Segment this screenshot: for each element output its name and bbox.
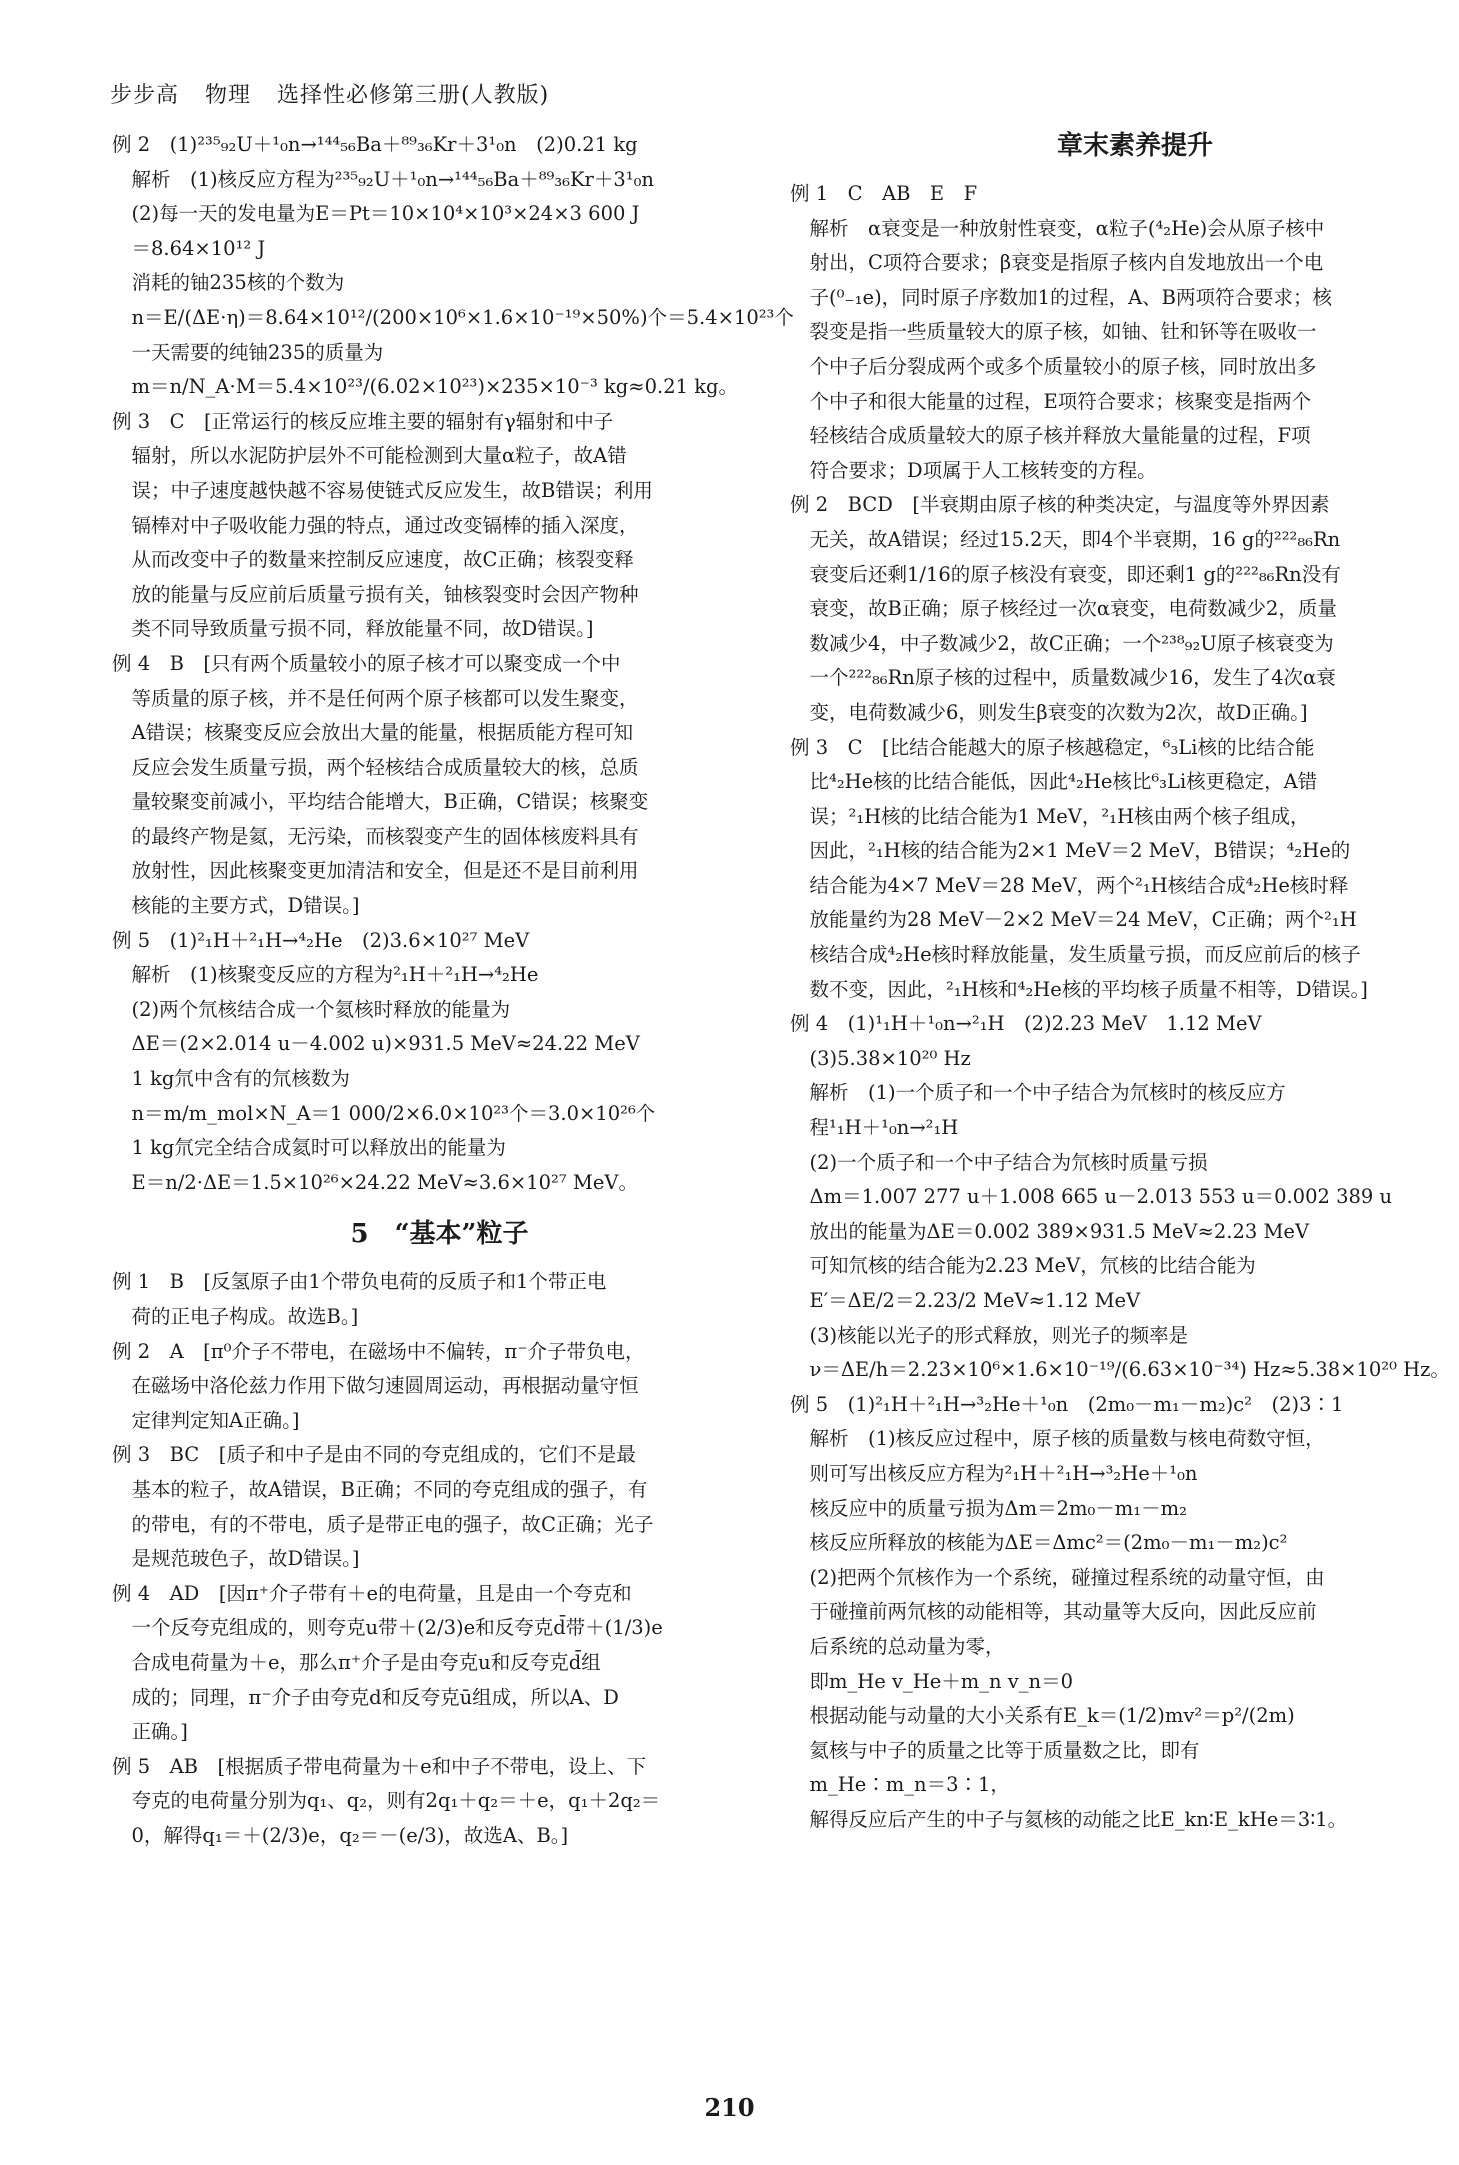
text-line: 基本的粒子，故A错误，B正确；不同的夸克组成的强子，有 — [112, 1477, 648, 1501]
text-line: 类不同导致质量亏损不同，释放能量不同，故D错误。] — [112, 617, 594, 641]
text-line: 1 kg氘中含有的氘核数为 — [112, 1067, 350, 1091]
text-line: n＝E/(ΔE·η)＝8.64×10¹²/(200×10⁶×1.6×10⁻¹⁹×50%)个＝5.4×10²³个 — [112, 305, 794, 329]
text-line: 结合能为4×7 MeV＝28 MeV，两个²₁H核结合成⁴₂He核时释 — [790, 873, 1349, 897]
text-line: 的最终产物是氦，无污染，而核裂变产生的固体核废料具有 — [112, 824, 639, 848]
right-column — [790, 128, 1459, 1838]
text-line: 放出的能量为ΔE＝0.002 389×931.5 MeV≈2.23 MeV — [790, 1219, 1310, 1243]
text-line: 解析 (1)核反应过程中，原子核的质量数与核电荷数守恒， — [790, 1427, 1325, 1451]
text-line: 比⁴₂He核的比结合能低，因此⁴₂He核比⁶₃Li核更稳定，A错 — [790, 770, 1318, 794]
text-line: Δm＝1.007 277 u＋1.008 665 u－2.013 553 u＝0.002 389 u — [790, 1185, 1393, 1209]
text-line: 成的；同理，π⁻介子由夸克d和反夸克ū组成，所以A、D — [112, 1685, 619, 1709]
text-line: 因此，²₁H核的结合能为2×1 MeV＝2 MeV，B错误；⁴₂He的 — [790, 839, 1351, 863]
text-line: 误；中子速度越快越不容易使链式反应发生，故B错误；利用 — [112, 478, 653, 502]
text-line: 数减少4，中子数减少2，故C正确；一个²³⁸₉₂U原子核衰变为 — [790, 631, 1334, 655]
text-line: 个中子后分裂成两个或多个质量较小的原子核，同时放出多 — [790, 354, 1317, 378]
header-volume: 选择性必修第三册(人教版) — [277, 83, 550, 108]
text-line: 无关，故A错误；经过15.2天，即4个半衰期，16 g的²²²₈₆Rn — [790, 527, 1341, 551]
text-line: E′＝ΔE/2＝2.23/2 MeV≈1.12 MeV — [790, 1289, 1141, 1312]
text-line: 量较聚变前减小，平均结合能增大，B正确，C错误；核聚变 — [112, 790, 649, 814]
text-line: 0，解得q₁＝＋(2/3)e，q₂＝－(e/3)，故选A、B。] — [112, 1823, 569, 1847]
text-line: 衰变后还剩1/16的原子核没有衰变，即还剩1 g的²²²₈₆Rn没有 — [790, 562, 1341, 586]
text-line: 即m_He v_He＋m_n v_n＝0 — [790, 1669, 1074, 1693]
text-line: ΔE＝(2×2.014 u－4.002 u)×931.5 MeV≈24.22 MeV — [112, 1032, 640, 1056]
text-line: 可知氘核的结合能为2.23 MeV，氘核的比结合能为 — [790, 1254, 1256, 1278]
text-line: ＝8.64×10¹² J — [112, 236, 266, 260]
text-line: 解析 α衰变是一种放射性衰变，α粒子(⁴₂He)会从原子核中 — [790, 216, 1325, 240]
text-line: 例 2 A [π⁰介子不带电，在磁场中不偏转，π⁻介子带负电， — [112, 1339, 645, 1363]
text-line: ν＝ΔE/h＝2.23×10⁶×1.6×10⁻¹⁹/(6.63×10⁻³⁴) Hz≈5.38×10²⁰ Hz。 — [790, 1358, 1450, 1382]
text-line: 核结合成⁴₂He核时释放能量，发生质量亏损，而反应前后的核子 — [790, 943, 1361, 967]
header-book: 步步高 — [110, 83, 180, 108]
text-line: (3)5.38×10²⁰ Hz — [790, 1046, 971, 1070]
text-line: 一个反夸克组成的，则夸克u带＋(2/3)e和反夸克d̄带＋(1/3)e — [112, 1616, 663, 1640]
text-line: 1 kg氘完全结合成氦时可以释放出的能量为 — [112, 1136, 506, 1160]
text-line: 一天需要的纯铀235的质量为 — [112, 340, 384, 364]
text-line: 辐射，所以水泥防护层外不可能检测到大量α粒子，故A错 — [112, 444, 627, 468]
text-line: 误；²₁H核的比结合能为1 MeV，²₁H核由两个核子组成， — [790, 804, 1310, 828]
text-line: 程¹₁H＋¹₀n→²₁H — [790, 1116, 959, 1140]
text-line: 核能的主要方式，D错误。] — [112, 894, 360, 918]
text-line: 放的能量与反应前后质量亏损有关，铀核裂变时会因产物种 — [112, 582, 639, 606]
text-line: (3)核能以光子的形式释放，则光子的频率是 — [790, 1323, 1189, 1347]
text-line: 从而改变中子的数量来控制反应速度，故C正确；核裂变释 — [112, 548, 634, 572]
text-line: 的带电，有的不带电，质子是带正电的强子，故C正确；光子 — [112, 1512, 654, 1536]
text-line: n＝m/m_mol×N_A＝1 000/2×6.0×10²³个＝3.0×10²⁶个 — [112, 1101, 656, 1125]
text-line: 例 4 B [只有两个质量较小的原子核才可以聚变成一个中 — [112, 651, 621, 675]
text-line: (2)一个质子和一个中子结合为氘核时质量亏损 — [790, 1150, 1208, 1174]
text-line: 裂变是指一些质量较大的原子核，如铀、钍和钚等在吸收一 — [790, 320, 1317, 344]
text-line: 合成电荷量为＋e，那么π⁺介子是由夸克u和反夸克d̄组 — [112, 1650, 601, 1674]
text-line: 例 2 (1)²³⁵₉₂U＋¹₀n→¹⁴⁴₅₆Ba＋⁸⁹₃₆Kr＋3¹₀n (2)0.21 kg — [112, 133, 638, 156]
text-line: 是规范玻色子，故D错误。] — [112, 1547, 360, 1571]
section-heading: 5 “基本”粒子 — [350, 1219, 529, 1250]
text-line: 氦核与中子的质量之比等于质量数之比，即有 — [790, 1738, 1200, 1762]
text-line: 后系统的总动量为零， — [790, 1634, 1005, 1658]
text-line: 衰变，故B正确；原子核经过一次α衰变，电荷数减少2，质量 — [790, 597, 1337, 621]
text-line: 放射性，因此核聚变更加清洁和安全，但是还不是目前利用 — [112, 859, 639, 883]
text-line: 核反应所释放的核能为ΔE＝Δmc²＝(2m₀－m₁－m₂)c² — [790, 1531, 1288, 1555]
text-line: 等质量的原子核，并不是任何两个原子核都可以发生聚变， — [112, 686, 639, 710]
text-line: 符合要求；D项属于人工核转变的方程。 — [790, 458, 1157, 482]
page-number: 210 — [704, 2093, 755, 2122]
text-line: 数不变，因此，²₁H核和⁴₂He核的平均核子质量不相等，D错误。] — [790, 977, 1368, 1001]
text-line: 例 5 (1)²₁H＋²₁H→⁴₂He (2)3.6×10²⁷ MeV — [112, 928, 530, 952]
text-line: 放能量约为28 MeV－2×2 MeV＝24 MeV，C正确；两个²₁H — [790, 908, 1357, 932]
text-line: 则可写出核反应方程为²₁H＋²₁H→³₂He＋¹₀n — [790, 1461, 1198, 1485]
text-line: 例 1 B [反氢原子由1个带负电荷的反质子和1个带正电 — [112, 1270, 607, 1294]
text-line: 解得反应后产生的中子与氦核的动能之比E_kn∶E_kHe＝3∶1。 — [790, 1807, 1348, 1831]
text-line: m＝n/N_A·M＝5.4×10²³/(6.02×10²³)×235×10⁻³ kg≈0.21 kg。 — [112, 375, 739, 399]
text-line: 镉棒对中子吸收能力强的特点，通过改变镉棒的插入深度， — [112, 513, 639, 537]
text-line: 射出，C项符合要求；β衰变是指原子核内自发地放出一个电 — [790, 251, 1324, 275]
text-line: 夸克的电荷量分别为q₁、q₂，则有2q₁＋q₂＝＋e，q₁＋2q₂＝ — [112, 1789, 661, 1813]
text-line: 变，电荷数减少6，则发生β衰变的次数为2次，故D正确。] — [790, 700, 1308, 724]
text-line: 例 3 C [比结合能越大的原子核越稳定，⁶₃Li核的比结合能 — [790, 735, 1315, 759]
text-line: 解析 (1)核反应方程为²³⁵₉₂U＋¹₀n→¹⁴⁴₅₆Ba＋⁸⁹₃₆Kr＋3¹₀n — [112, 167, 654, 191]
text-line: 例 3 BC [质子和中子是由不同的夸克组成的，它们不是最 — [112, 1443, 636, 1467]
text-line: 例 5 AB [根据质子带电荷量为＋e和中子不带电，设上、下 — [112, 1754, 647, 1778]
text-line: 根据动能与动量的大小关系有E_k＝(1/2)mv²＝p²/(2m) — [790, 1704, 1295, 1728]
text-line: 在磁场中洛伦兹力作用下做匀速圆周运动，再根据动量守恒 — [112, 1374, 639, 1398]
text-line: m_He∶m_n＝3∶1， — [790, 1773, 1010, 1797]
text-line: 正确。] — [112, 1720, 188, 1744]
text-line: 例 5 (1)²₁H＋²₁H→³₂He＋¹₀n (2m₀－m₁－m₂)c² (2)3∶1 — [790, 1392, 1344, 1416]
text-line: 解析 (1)核聚变反应的方程为²₁H＋²₁H→⁴₂He — [112, 963, 539, 987]
text-line: 例 4 (1)¹₁H＋¹₀n→²₁H (2)2.23 MeV 1.12 MeV — [790, 1012, 1262, 1036]
text-line: 例 3 C [正常运行的核反应堆主要的辐射有γ辐射和中子 — [112, 409, 614, 433]
text-line: (2)把两个氘核作为一个系统，碰撞过程系统的动量守恒，由 — [790, 1565, 1325, 1589]
text-line: 解析 (1)一个质子和一个中子结合为氘核时的核反应方 — [790, 1081, 1286, 1105]
running-header — [110, 78, 567, 109]
text-line: (2)每一天的发电量为E＝Pt＝10×10⁴×10³×24×3 600 J — [112, 202, 640, 226]
text-line: 例 1 C AB E F — [790, 182, 978, 205]
text-line: 例 2 BCD [半衰期由原子核的种类决定，与温度等外界因素 — [790, 493, 1330, 517]
text-line: 定律判定知A正确。] — [112, 1408, 300, 1432]
text-line: 个中子和很大能量的过程，E项符合要求；核聚变是指两个 — [790, 389, 1312, 413]
section-heading: 章末素养提升 — [1056, 131, 1213, 161]
text-line: 一个²²²₈₆Rn原子核的过程中，质量数减少16，发生了4次α衰 — [790, 666, 1336, 690]
text-line: E＝n/2·ΔE＝1.5×10²⁶×24.22 MeV≈3.6×10²⁷ MeV。 — [112, 1170, 638, 1194]
text-line: A错误；核聚变反应会放出大量的能量，根据质能方程可知 — [112, 721, 634, 745]
text-line: 轻核结合成质量较大的原子核并释放大量能量的过程，F项 — [790, 424, 1311, 448]
text-line: 核反应中的质量亏损为Δm＝2m₀－m₁－m₂ — [790, 1496, 1187, 1520]
text-line: 于碰撞前两氘核的动能相等，其动量等大反向，因此反应前 — [790, 1600, 1317, 1624]
text-line: 子(⁰₋₁e)，同时原子序数加1的过程，A、B两项符合要求；核 — [790, 285, 1333, 309]
text-line: 荷的正电子构成。故选B。] — [112, 1305, 359, 1328]
text-line: 反应会发生质量亏损，两个轻核结合成质量较大的核，总质 — [112, 755, 639, 779]
text-line: (2)两个氘核结合成一个氦核时释放的能量为 — [112, 997, 511, 1021]
left-column — [112, 128, 794, 1854]
header-subject: 物理 — [205, 83, 252, 108]
text-line: 例 4 AD [因π⁺介子带有＋e的电荷量，且是由一个夸克和 — [112, 1581, 632, 1605]
text-line: 消耗的铀235核的个数为 — [112, 271, 345, 295]
